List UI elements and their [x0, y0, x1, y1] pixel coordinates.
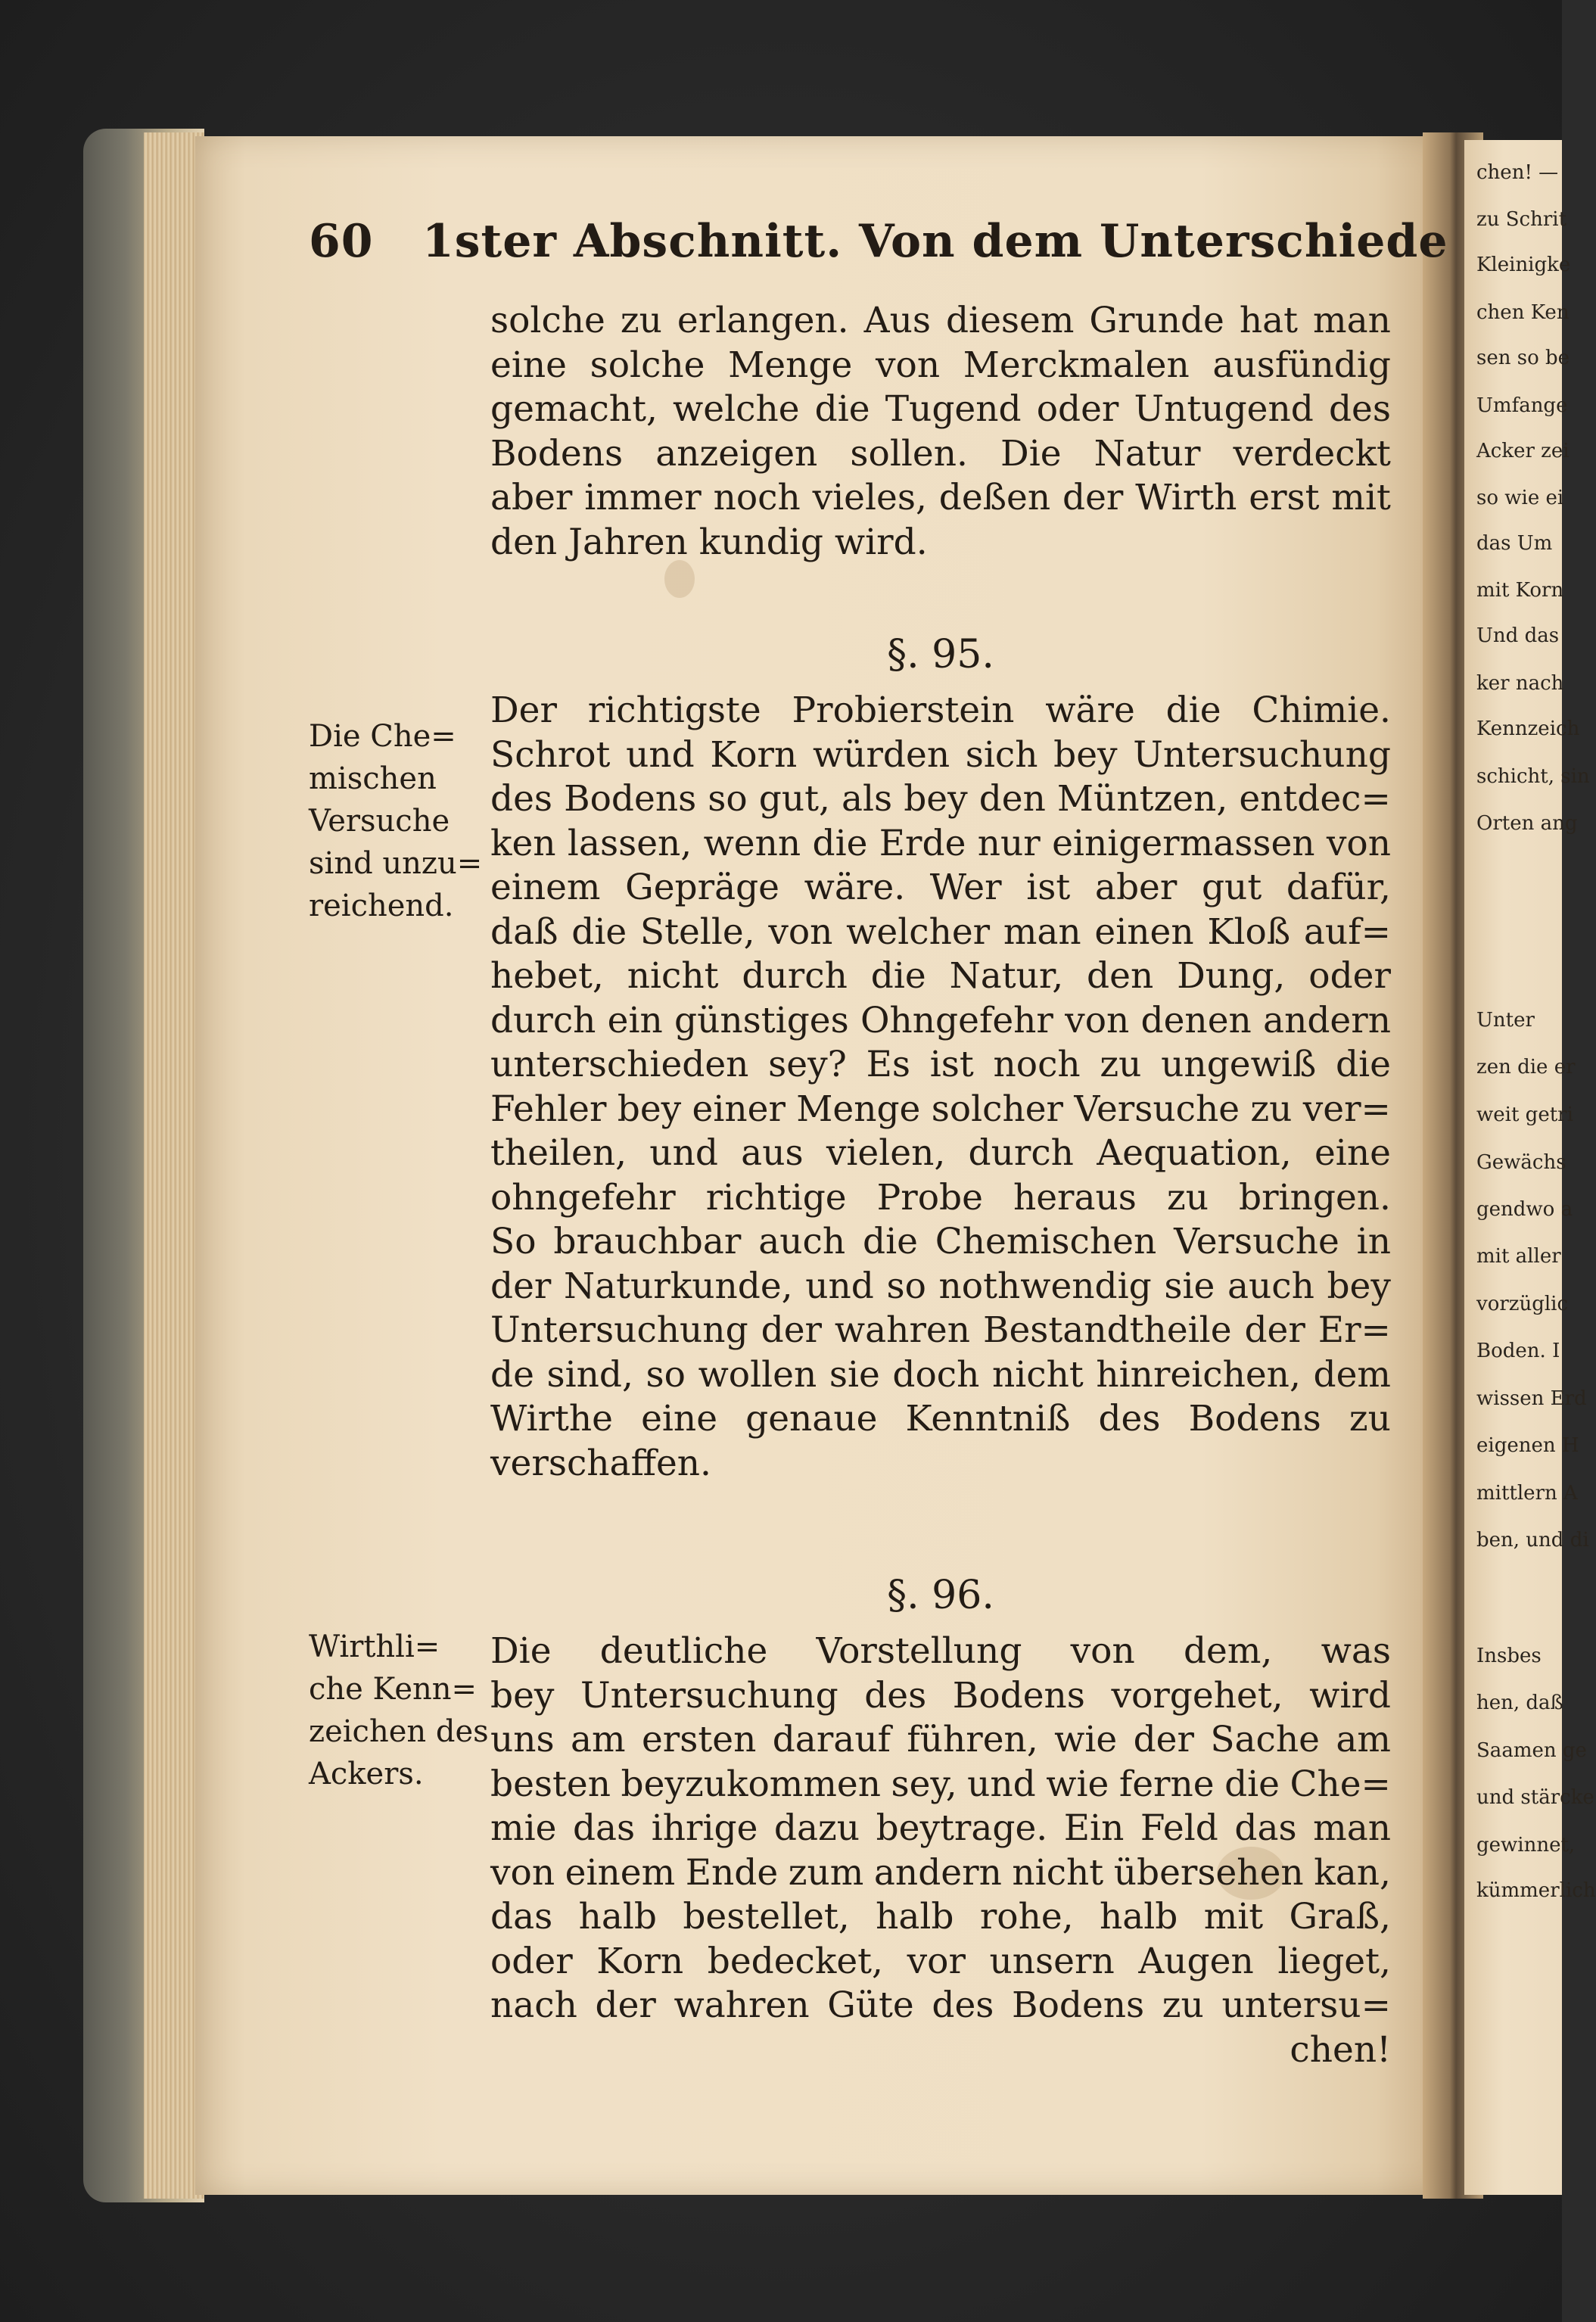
margin-note-line: sind unzu=: [309, 846, 483, 881]
right-page-text-fragment: mit Korn: [1476, 579, 1564, 602]
right-page-text-fragment: Kennzeich: [1476, 717, 1580, 740]
right-page-text-fragment: sen so be: [1476, 347, 1570, 369]
right-page-text-fragment: gewinnet,: [1476, 1834, 1576, 1857]
section-heading-95: §. 95.: [887, 632, 994, 677]
margin-note-line: Ackers.: [309, 1757, 424, 1791]
body-line: Die deutliche Vorstellung von dem, was: [490, 1630, 1391, 1672]
body-line: der Naturkunde, und so nothwendig sie auch bey: [490, 1265, 1391, 1307]
body-line: daß die Stelle, von welcher man einen Kloß auf=: [490, 910, 1391, 953]
right-page-text-fragment: mittlern A: [1476, 1482, 1578, 1505]
right-page-text-fragment: gendwo a: [1476, 1198, 1573, 1221]
right-page-text-fragment: Orten ang: [1476, 812, 1578, 835]
right-page-text-fragment: hen, daß: [1476, 1692, 1563, 1714]
body-line: eine solche Menge von Merckmalen ausfündig: [490, 344, 1391, 386]
right-page-text-fragment: Acker zei: [1476, 440, 1570, 462]
margin-note-line: Die Che=: [309, 719, 456, 754]
body-line: bey Untersuchung des Bodens vorgehet, wird: [490, 1674, 1391, 1717]
running-header: [309, 215, 1448, 268]
running-title: 1ster Abschnitt. Von dem Unterschiede: [422, 215, 1448, 268]
body-line: Fehler bey einer Menge solcher Versuche zu ver=: [490, 1088, 1391, 1130]
margin-note-line: Wirthli=: [309, 1629, 440, 1664]
body-line: das halb bestellet, halb rohe, halb mit Graß,: [490, 1896, 1391, 1938]
page-number: 60: [309, 215, 374, 268]
right-page-text-fragment: Insbes: [1476, 1645, 1542, 1667]
right-page-text-fragment: chen Ken: [1476, 301, 1570, 324]
margin-note-line: reichend.: [309, 889, 454, 923]
right-page-text-fragment: ben, und di: [1476, 1529, 1589, 1552]
margin-note-line: mischen: [309, 761, 437, 796]
body-line: de sind, so wollen sie doch nicht hinreichen, dem: [490, 1353, 1391, 1396]
right-page-text-fragment: ker nach: [1476, 672, 1564, 695]
body-line: nach der wahren Güte des Bodens zu untersu=: [490, 1984, 1391, 2026]
body-line: solche zu erlangen. Aus diesem Grunde hat man: [490, 300, 1391, 341]
body-line: hebet, nicht durch die Natur, den Dung, oder: [490, 955, 1391, 997]
body-line: ohngefehr richtige Probe heraus zu bringen.: [490, 1176, 1391, 1219]
body-line: besten beyzukommen sey, und wie ferne die Che=: [490, 1763, 1391, 1805]
right-page-text-fragment: zu Schrit: [1476, 208, 1567, 231]
right-page-text-fragment: zen die er: [1476, 1056, 1576, 1079]
body-line: durch ein günstiges Ohngefehr von denen andern: [490, 999, 1391, 1041]
body-line: Bodens anzeigen sollen. Die Natur verdeckt: [490, 432, 1391, 475]
right-page-text-fragment: Unter: [1476, 1009, 1535, 1032]
right-page-text-fragment: mit aller: [1476, 1245, 1561, 1268]
body-line: Schrot und Korn würden sich bey Untersuchung: [490, 733, 1391, 776]
body-line: von einem Ende zum andern nicht übersehen kan,: [490, 1851, 1391, 1894]
right-page-text-fragment: vorzüglic: [1476, 1293, 1569, 1315]
right-page-text-fragment: das Um: [1476, 532, 1553, 555]
margin-note-line: zeichen des: [309, 1714, 489, 1749]
right-page-text-fragment: Kleinigke: [1476, 254, 1571, 276]
right-page-text-fragment: Boden. I: [1476, 1340, 1560, 1362]
right-page-text-fragment: wissen Erd: [1476, 1387, 1587, 1410]
body-line: theilen, und aus vielen, durch Aequation, eine: [490, 1132, 1391, 1174]
right-page-text-fragment: Umfange: [1476, 394, 1568, 417]
right-page-fragment: [1464, 140, 1596, 2195]
body-line: unterschieden sey? Es ist noch zu ungewiß die: [490, 1044, 1391, 1085]
body-line: gemacht, welche die Tugend oder Untugend des: [490, 388, 1391, 430]
body-line: uns am ersten darauf führen, wie der Sache am: [490, 1719, 1391, 1760]
body-line: oder Korn bedecket, vor unsern Augen lieget,: [490, 1940, 1391, 1982]
body-line: des Bodens so gut, als bey den Müntzen, entdec=: [490, 778, 1391, 820]
body-line: mie das ihrige dazu beytrage. Ein Feld das man: [490, 1807, 1391, 1849]
body-line: den Jahren kundig wird.: [490, 521, 928, 563]
body-line: Der richtigste Probierstein wäre die Chimie.: [490, 689, 1391, 731]
body-line: Untersuchung der wahren Bestandtheile der Er=: [490, 1309, 1391, 1351]
right-page-text-fragment: kümmerlich: [1476, 1879, 1596, 1902]
paper-stain: [664, 560, 695, 598]
body-line: aber immer noch vieles, deßen der Wirth erst mit: [490, 477, 1391, 518]
margin-note-96: [309, 1626, 489, 1795]
right-page-text-fragment: so wie ei: [1476, 487, 1564, 509]
section-heading-96: §. 96.: [887, 1573, 994, 1618]
body-line: verschaffen.: [490, 1442, 711, 1484]
right-page-text-fragment: weit getri: [1476, 1103, 1573, 1126]
margin-note-95: [309, 715, 483, 927]
right-page-text-fragment: schicht, sin: [1476, 765, 1590, 788]
right-page-text-fragment: chen! —: [1476, 161, 1559, 184]
right-page-text-fragment: und stärcke: [1476, 1786, 1594, 1809]
right-page-text-fragment: Gewächs: [1476, 1151, 1566, 1174]
body-line: einem Gepräge wäre. Wer ist aber gut dafür,: [490, 867, 1391, 908]
right-page-text-fragment: eigenen H: [1476, 1434, 1579, 1457]
right-page-text-fragment: Und das: [1476, 624, 1560, 647]
body-line: chen!: [1290, 2028, 1391, 2071]
body-line: Wirthe eine genaue Kenntniß des Bodens zu: [490, 1398, 1391, 1440]
margin-note-line: Versuche: [309, 804, 450, 839]
body-line: ken lassen, wenn die Erde nur einigermassen von: [490, 822, 1391, 864]
margin-note-line: che Kenn=: [309, 1672, 478, 1707]
right-page-text-fragment: Saamen ge: [1476, 1739, 1587, 1762]
body-line: So brauchbar auch die Chemischen Versuche in: [490, 1221, 1391, 1262]
